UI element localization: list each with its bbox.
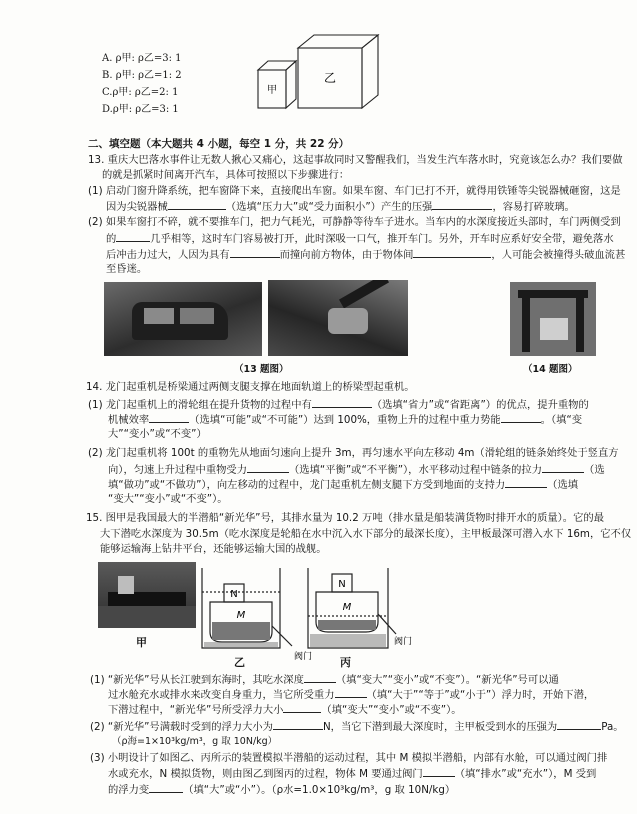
q15-p1a: (1) “新光华”号从长江驶到东海时，其吃水深度 （填“变大”“变小”或“不变”）。“新光华”号可以通: [90, 674, 559, 686]
q14-p2d: “变大”“变小”或“不变”）。: [108, 493, 228, 505]
q15-p1c: 下潜过程中，“新光华”号所受浮力大小 （填“变大”“变小”或“不变”）。: [108, 704, 462, 716]
blank-14-3[interactable]: [501, 412, 541, 423]
fig14-caption: （14 题图）: [523, 364, 578, 375]
blank-15-6[interactable]: [423, 766, 455, 777]
q14-p1c: 大”“变小”或“不变”）: [108, 428, 207, 440]
option-a: A. ρ甲: ρ乙=3: 1: [102, 53, 182, 64]
diagram-b-valve: 阀门: [294, 652, 313, 662]
q14-p1b: 机械效率 （选填“可能”或“不可能”）达到 100%，重物上升的过程中重力势能 。（填“变: [108, 414, 583, 426]
q15-p3a: (3) 小明设计了如图乙、丙所示的装置模拟半潜船的运动过程，其中 M 模拟半潜船，内部有水舱，可以通过阀门排: [90, 752, 608, 764]
blank-14-5[interactable]: [542, 462, 584, 473]
q13-line1: 13. 重庆大巴落水事件让无数人揪心又痛心，这起事故同时又警醒我们，当发生汽车落水时，究竟该怎么办？我们要做: [88, 154, 623, 166]
q15-line1: 15. 图甲是我国最大的半潜船“新光华”号，其排水量为 10.2 万吨（排水量是船装满货物时排开水的质量）。它的最: [86, 512, 604, 524]
diagram-b-n: N: [230, 589, 238, 600]
q13-p1b: 因为尖锐器械 （选填“压力大”或“受力面积小”）产生的压强 ，容易打碎玻璃。: [106, 201, 575, 213]
diagram-c-n: N: [338, 579, 346, 590]
q13-p2b: 的 几乎相等，这时车门容易被打开，此时深吸一口气，推开车门。另外，开车时应系好安全带，避免落水: [106, 233, 614, 245]
q13-line2: 的就是抓紧时间离开汽车，具体可按照以下步骤进行：: [102, 169, 350, 181]
blank-15-5[interactable]: [557, 719, 601, 730]
q14-p1a: (1) 龙门起重机上的滑轮组在提升货物的过程中有 （选填“省力”或“省距离”）的优点，提升重物的: [88, 399, 589, 411]
blank-15-3[interactable]: [283, 702, 321, 713]
photo-gantry-crane: [510, 282, 596, 356]
diagram-b-m: M: [236, 610, 246, 621]
q13-p2a: (2) 如果车窗打不碎，就不要推车门，把力气耗光，可静静等待车子进水。当车内的水深度接近头部时，车门两侧受到: [88, 216, 621, 228]
option-b: B. ρ甲: ρ乙=1: 2: [102, 70, 182, 81]
blank-14-4[interactable]: [247, 462, 289, 473]
q14-title: 14. 龙门起重机是桥梁通过两侧支腿支撑在地面轨道上的桥梁型起重机。: [86, 381, 415, 393]
q15-p3c: 的浮力变 （填“大”或“小”）。（ρ水=1.0×10³kg/m³，g 取 10N/kg）: [108, 784, 456, 796]
blank-13-5[interactable]: [413, 247, 491, 258]
fig13-caption: （13 题图）: [234, 364, 289, 375]
section-heading: 二、填空题（本大题共 4 小题，每空 1 分，共 22 分）: [88, 138, 350, 150]
photo-hammer-window: [268, 280, 408, 356]
blank-14-6[interactable]: [505, 477, 547, 488]
blank-13-2[interactable]: [432, 199, 492, 210]
option-c: C.ρ甲: ρ乙=2: 1: [102, 87, 179, 98]
fig15-label-c: 丙: [340, 656, 351, 669]
option-d: D.ρ甲: ρ乙=3: 1: [102, 104, 179, 115]
q15-line3: 能够运输海上钻井平台，还能够运输大国的战舰。: [100, 543, 327, 555]
blank-13-4[interactable]: [230, 247, 280, 258]
blank-13-3[interactable]: [116, 231, 150, 242]
q13-p2c: 后冲击力过大，人因为具有 而撞向前方物体，由于物体间 ，人可能会被撞得头破血流甚: [106, 249, 626, 261]
q15-diagrams: [196, 562, 416, 662]
blank-14-1[interactable]: [312, 397, 372, 408]
q15-p3b: 水或充水，N 模拟货物，则由图乙到图丙的过程，物体 M 要通过阀门 （填“排水”或“充水”），M 受到: [108, 768, 597, 780]
q14-p2a: (2) 龙门起重机将 100t 的重物先从地面匀速向上提升 3m，再匀速水平向左移动 4m（滑轮组的链条始终处于竖直方: [88, 447, 619, 459]
blank-13-1[interactable]: [168, 199, 226, 210]
q14-p2b: 向），匀速上升过程中重物受力 （选填“平衡”或“不平衡”），水平移动过程中链条的拉力 （选: [108, 464, 605, 476]
blank-15-1[interactable]: [304, 672, 336, 683]
blank-15-2[interactable]: [335, 687, 367, 698]
cube-large-label: 乙: [323, 71, 337, 85]
diagram-c-m: M: [342, 602, 352, 613]
q15-p2a: (2) “新光华”号满载时受到的浮力大小为 N，当它下潜到最大深度时，主甲板受到水的压强为 Pa。: [90, 721, 624, 733]
cubes-figure: [248, 32, 398, 112]
photo-car-underwater: [104, 282, 262, 356]
blank-14-2[interactable]: [149, 412, 189, 423]
blank-15-7[interactable]: [149, 782, 183, 793]
cube-small-label: 甲: [267, 85, 277, 96]
photo-semi-submersible-ship: [98, 562, 196, 628]
q14-p2c: 填“做功”或“不做功”），向左移动的过程中，龙门起重机左侧支腿下方受到地面的支持力 （选填: [108, 479, 579, 491]
blank-15-4[interactable]: [273, 719, 323, 730]
q15-p1b: 过水舱充水或排水来改变自身重力，当它所受重力 （填“大于”“等于”或“小于”）浮力时，开始下潜，: [108, 689, 595, 701]
q15-line2: 大下潜吃水深度为 30.5m（吃水深度是轮船在水中沉入水下部分的最深长度），主甲板最深可潜入水下 16m，它不仅: [100, 528, 632, 540]
q13-p1a: (1) 启动门窗升降系统，把车窗降下来，直接爬出车窗。如果车窗、车门已打不开，就得用铁锤等尖锐器械砸窗，这是: [88, 185, 621, 197]
q15-p2b: （ρ海=1×10³kg/m³，g 取 10N/kg）: [112, 736, 278, 747]
fig15-label-b: 乙: [234, 656, 245, 669]
diagram-c-valve: 阀门: [394, 637, 413, 647]
fig15-label-a: 甲: [136, 636, 147, 649]
q13-p2d: 至昏迷。: [106, 263, 148, 275]
